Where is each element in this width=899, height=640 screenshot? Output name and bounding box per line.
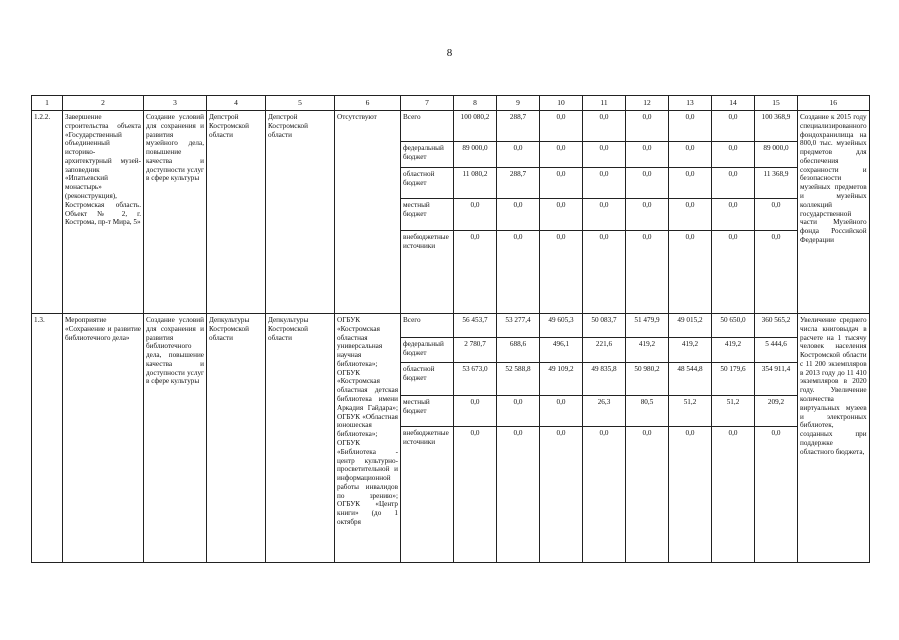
amount-cell: 0,0 xyxy=(540,199,583,231)
amount-cell: 0,0 xyxy=(497,142,540,168)
amount-cell: 0,0 xyxy=(497,427,540,563)
amount-cell: 0,0 xyxy=(669,199,712,231)
funding-source-cell: внебюджетные источники xyxy=(401,427,454,563)
amount-cell: 26,3 xyxy=(583,396,626,427)
table-body xyxy=(32,96,870,563)
column-header: 8 xyxy=(454,96,497,111)
column-header: 7 xyxy=(401,96,454,111)
amount-cell: 100 368,9 xyxy=(755,111,798,142)
participants-cell: ОГБУК «Костромская областная универсальная научная библиотека»; ОГБУК «Костромская областная детская библиотека имени Аркадия Гайдара»; ОГБУК «Областная юношеская библиотека»; ОГБУК «Библиотека - центр культурно-просветительной и информационной работы инвалидов по зрению»; ОГБУК «Центр книги» (до 1 октября xyxy=(335,314,401,563)
row-number-cell: 1.2.2. xyxy=(32,111,63,314)
amount-cell: 0,0 xyxy=(497,396,540,427)
amount-cell: 360 565,2 xyxy=(755,314,798,338)
amount-cell: 0,0 xyxy=(583,231,626,314)
amount-cell: 80,5 xyxy=(626,396,669,427)
amount-cell: 89 000,0 xyxy=(755,142,798,168)
column-header: 5 xyxy=(266,96,335,111)
amount-cell: 0,0 xyxy=(454,199,497,231)
page-number: 8 xyxy=(446,47,453,59)
table-row xyxy=(32,111,870,142)
budget-table xyxy=(31,95,870,563)
funding-source-cell: областной бюджет xyxy=(401,363,454,396)
amount-cell: 0,0 xyxy=(540,427,583,563)
amount-cell: 0,0 xyxy=(755,427,798,563)
amount-cell: 2 780,7 xyxy=(454,338,497,363)
expected-result-cell: Создание к 2015 году специализированного фондохранилища на 800,0 тыс. музейных предметов для обеспечения сохранности и безопасности музейных предметов и музейных коллекций государственной части Музейного фонда Российской Федерации xyxy=(798,111,870,314)
column-header: 3 xyxy=(144,96,207,111)
amount-cell: 354 911,4 xyxy=(755,363,798,396)
amount-cell: 51,2 xyxy=(712,396,755,427)
amount-cell: 0,0 xyxy=(712,199,755,231)
amount-cell: 11 080,2 xyxy=(454,168,497,199)
amount-cell: 49 605,3 xyxy=(540,314,583,338)
event-name-cell: Завершение строительства объекта «Государственный объединенный историко-архитектурный музей-заповедник «Ипатьевский монастырь» (реконструкция), Костромская область. Объект № 2, г. Кострома, пр-т Мира, 5» xyxy=(63,111,144,314)
column-header: 13 xyxy=(669,96,712,111)
amount-cell: 0,0 xyxy=(497,199,540,231)
amount-cell: 50 179,6 xyxy=(712,363,755,396)
amount-cell: 49 109,2 xyxy=(540,363,583,396)
amount-cell: 0,0 xyxy=(712,142,755,168)
funding-source-cell: местный бюджет xyxy=(401,199,454,231)
amount-cell: 11 368,9 xyxy=(755,168,798,199)
amount-cell: 0,0 xyxy=(712,427,755,563)
amount-cell: 0,0 xyxy=(669,111,712,142)
amount-cell: 0,0 xyxy=(583,427,626,563)
expected-result-cell: Увеличение среднего числа книговыдач в расчете на 1 тысячу человек населения Костромской области с 11 200 экземпляров в 2013 году до 11 410 экземпляров в 2020 году. Увеличение количества виртуальных музеев и электронных библиотек, созданных при поддержке областного бюджета, xyxy=(798,314,870,563)
amount-cell: 0,0 xyxy=(497,231,540,314)
customer-cell: Депстрой Костромской области xyxy=(207,111,266,314)
amount-cell: 288,7 xyxy=(497,168,540,199)
row-number-cell: 1.3. xyxy=(32,314,63,563)
amount-cell: 209,2 xyxy=(755,396,798,427)
funding-source-cell: федеральный бюджет xyxy=(401,338,454,363)
amount-cell: 0,0 xyxy=(583,142,626,168)
column-header: 11 xyxy=(583,96,626,111)
column-header: 14 xyxy=(712,96,755,111)
amount-cell: 0,0 xyxy=(669,168,712,199)
amount-cell: 0,0 xyxy=(626,142,669,168)
amount-cell: 0,0 xyxy=(712,111,755,142)
amount-cell: 51,2 xyxy=(669,396,712,427)
goal-cell: Создание условий для сохранения и развития музейного дела, повышение качества и доступности услуг в сфере культуры xyxy=(144,111,207,314)
executor-cell: Депстрой Костромской области xyxy=(266,111,335,314)
column-header: 9 xyxy=(497,96,540,111)
column-header: 1 xyxy=(32,96,63,111)
amount-cell: 688,6 xyxy=(497,338,540,363)
amount-cell: 0,0 xyxy=(712,231,755,314)
amount-cell: 0,0 xyxy=(454,396,497,427)
amount-cell: 53 673,0 xyxy=(454,363,497,396)
amount-cell: 0,0 xyxy=(626,427,669,563)
goal-cell: Создание условий для сохранения и развития библиотечного дела, повышение качества и доступности услуг в сфере культуры xyxy=(144,314,207,563)
funding-source-cell: областной бюджет xyxy=(401,168,454,199)
amount-cell: 0,0 xyxy=(669,231,712,314)
amount-cell: 419,2 xyxy=(626,338,669,363)
amount-cell: 419,2 xyxy=(712,338,755,363)
participants-cell: Отсутствуют xyxy=(335,111,401,314)
event-name-cell: Мероприятие «Сохранение и развитие библиотечного дела» xyxy=(63,314,144,563)
amount-cell: 0,0 xyxy=(669,427,712,563)
funding-source-cell: внебюджетные источники xyxy=(401,231,454,314)
amount-cell: 5 444,6 xyxy=(755,338,798,363)
amount-cell: 0,0 xyxy=(540,142,583,168)
executor-cell: Депкультуры Костромской области xyxy=(266,314,335,563)
amount-cell: 496,1 xyxy=(540,338,583,363)
funding-source-cell: федеральный бюджет xyxy=(401,142,454,168)
amount-cell: 0,0 xyxy=(626,168,669,199)
amount-cell: 51 479,9 xyxy=(626,314,669,338)
amount-cell: 0,0 xyxy=(755,231,798,314)
amount-cell: 419,2 xyxy=(669,338,712,363)
amount-cell: 0,0 xyxy=(540,111,583,142)
amount-cell: 288,7 xyxy=(497,111,540,142)
column-header: 6 xyxy=(335,96,401,111)
amount-cell: 0,0 xyxy=(626,199,669,231)
amount-cell: 0,0 xyxy=(712,168,755,199)
amount-cell: 49 835,8 xyxy=(583,363,626,396)
column-header: 12 xyxy=(626,96,669,111)
funding-source-cell: Всего xyxy=(401,111,454,142)
amount-cell: 56 453,7 xyxy=(454,314,497,338)
amount-cell: 0,0 xyxy=(540,168,583,199)
amount-cell: 0,0 xyxy=(454,427,497,563)
amount-cell: 49 015,2 xyxy=(669,314,712,338)
amount-cell: 53 277,4 xyxy=(497,314,540,338)
amount-cell: 0,0 xyxy=(583,199,626,231)
column-header: 16 xyxy=(798,96,870,111)
column-header: 4 xyxy=(207,96,266,111)
amount-cell: 52 588,8 xyxy=(497,363,540,396)
amount-cell: 0,0 xyxy=(540,231,583,314)
amount-cell: 0,0 xyxy=(626,231,669,314)
amount-cell: 89 000,0 xyxy=(454,142,497,168)
amount-cell: 0,0 xyxy=(454,231,497,314)
funding-source-cell: местный бюджет xyxy=(401,396,454,427)
amount-cell: 100 080,2 xyxy=(454,111,497,142)
amount-cell: 0,0 xyxy=(583,168,626,199)
customer-cell: Депкультуры Костромской области xyxy=(207,314,266,563)
column-header: 10 xyxy=(540,96,583,111)
amount-cell: 0,0 xyxy=(755,199,798,231)
header-row xyxy=(32,96,870,111)
amount-cell: 221,6 xyxy=(583,338,626,363)
column-header: 15 xyxy=(755,96,798,111)
amount-cell: 0,0 xyxy=(669,142,712,168)
column-header: 2 xyxy=(63,96,144,111)
amount-cell: 0,0 xyxy=(583,111,626,142)
amount-cell: 50 083,7 xyxy=(583,314,626,338)
amount-cell: 48 544,8 xyxy=(669,363,712,396)
amount-cell: 50 650,0 xyxy=(712,314,755,338)
table-row xyxy=(32,314,870,338)
funding-source-cell: Всего xyxy=(401,314,454,338)
amount-cell: 0,0 xyxy=(540,396,583,427)
amount-cell: 50 980,2 xyxy=(626,363,669,396)
amount-cell: 0,0 xyxy=(626,111,669,142)
